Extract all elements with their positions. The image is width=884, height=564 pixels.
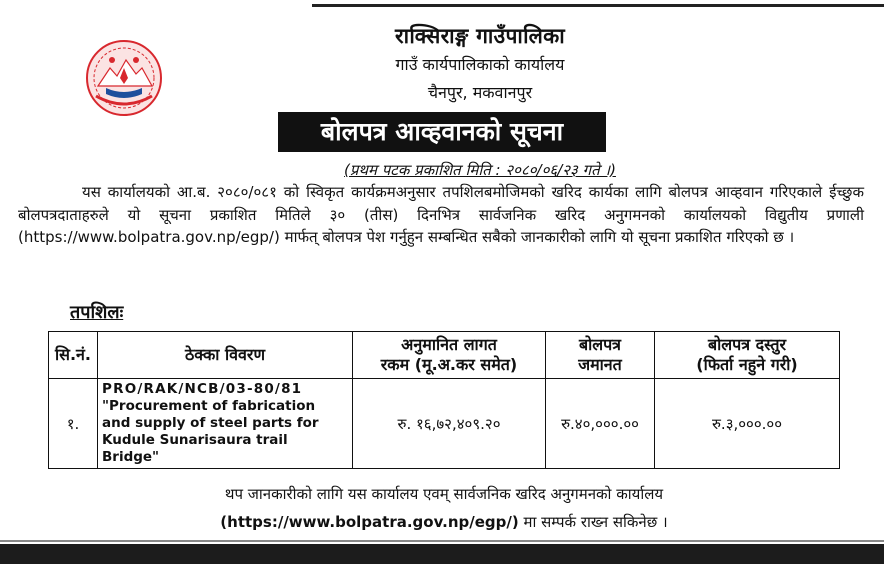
footer-line2 (48, 512, 840, 532)
notice-body: यस कार्यालयको आ.ब. २०८०/०८१ को स्विकृत कार्यक्रमअनुसार तपशिलबमोजिमको खरिद कार्यका लागि बोलपत्र आव्हवान गरिएकाले ईच्छुक बोलपत्रदाताहरुले यो सूचना प्रकाशित मितिले ३० (तीस) दिनभित्र सार्वजनिक खरिद अनुगमनको कार्यालयको विद्युतीय प्रणाली (https://www.bolpatra.gov.np/egp/) मार्फत् बोलपत्र पेश गर्नुहुन सम्बन्धित सबैको जानकारीको लागि यो सूचना प्रकाशित गरिएको छ । (18, 183, 864, 246)
bottom-bar (0, 544, 884, 564)
published-date: (प्रथम पटक प्रकाशित मिति : २०८०/०६/२३ गते ।) (344, 161, 616, 179)
header-sn: सि.नं. (49, 332, 98, 379)
header-fee-line1: बोलपत्र दस्तुर (707, 335, 786, 354)
row-desc-code: PRO/RAK/NCB/03-80/81 (102, 381, 303, 397)
tender-table (48, 331, 840, 469)
header-cost-line1: अनुमानित लागत (401, 335, 497, 354)
header-fee (655, 332, 840, 379)
row-cost: रु. १६,७२,४०९.२० (353, 379, 546, 469)
table-header-row (49, 332, 840, 379)
header-fee-line2: (फिर्ता नहुने गरी) (696, 355, 798, 374)
row-desc-text: "Procurement of fabrication and supply of steel parts for Kudule Sunarisaura trail Bridge" (102, 398, 319, 465)
address: चैनपुर, मकवानपुर (427, 83, 533, 102)
header-desc: ठेक्का विवरण (98, 332, 353, 379)
org-name: राक्सिराङ्ग गाउँपालिका (395, 24, 565, 48)
header-cost-line2: रकम (मू.अ.कर समेत) (380, 355, 518, 374)
header-bond (546, 332, 655, 379)
header-bond-line1: बोलपत्र (578, 335, 622, 354)
bottom-separator (0, 540, 884, 542)
emblem-icon (84, 38, 164, 118)
notice-title: बोलपत्र आव्हवानको सूचना (278, 112, 606, 152)
details-label: तपशिलः (70, 302, 124, 323)
office-name: गाउँ कार्यपालिकाको कार्यालय (395, 55, 565, 74)
top-border-line (312, 4, 884, 7)
row-bond: रु.४०,०००.०० (546, 379, 655, 469)
table-row (49, 379, 840, 469)
footer-line2-suffix: मा सम्पर्क राख्न सकिनेछ । (518, 513, 668, 531)
row-sn: १. (49, 379, 98, 469)
footer-url[interactable]: (https://www.bolpatra.gov.np/egp/) (220, 513, 519, 531)
header-bond-line2: जमानत (578, 355, 622, 374)
header-cost (353, 332, 546, 379)
row-desc (98, 379, 353, 469)
footer-line1: थप जानकारीको लागि यस कार्यालय एवम् सार्वजनिक खरिद अनुगमनको कार्यालय (224, 485, 664, 503)
row-fee: रु.३,०००.०० (655, 379, 840, 469)
